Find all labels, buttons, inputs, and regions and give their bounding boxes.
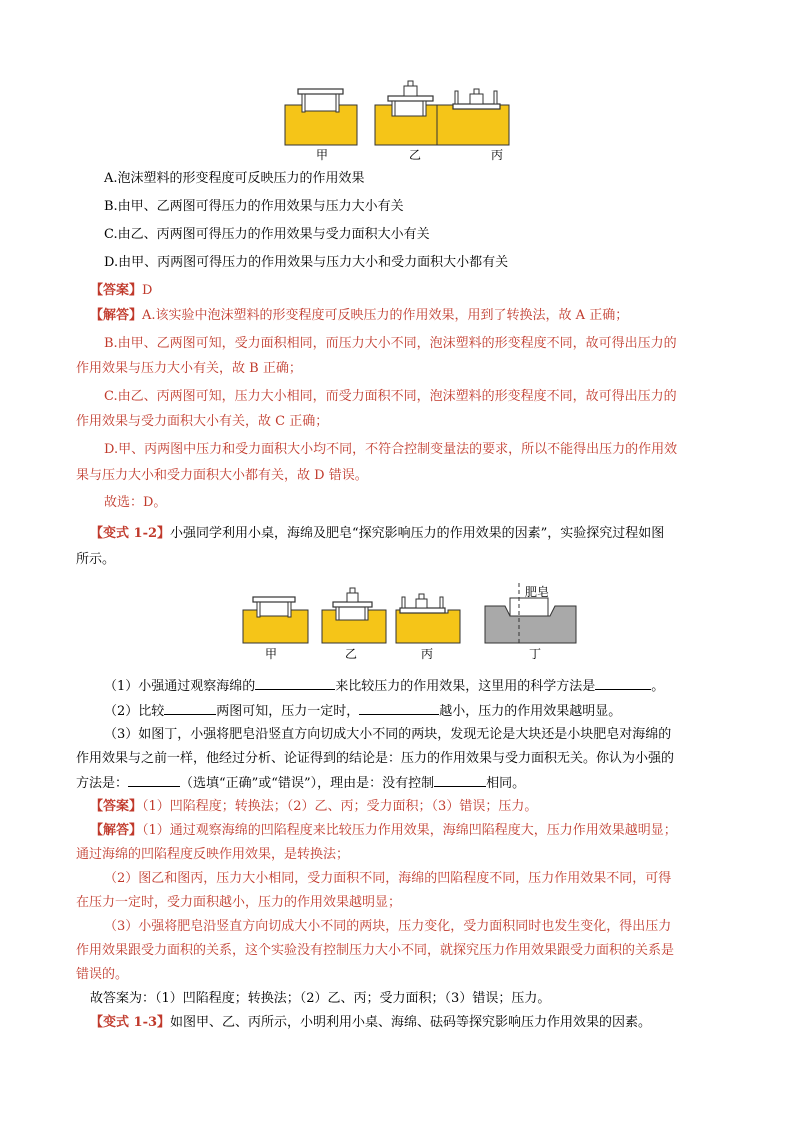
figure-1-label-jia: 甲 — [316, 148, 329, 162]
solution-1-line-7: 果与压力大小和受力面积大小都有关，故 D 错误。 — [76, 468, 368, 483]
question-1-2-tag: 【变式 1-2】 — [90, 526, 171, 541]
sub-question-1-part-a: （1）小强通过观察海绵的 — [104, 679, 256, 694]
solution-1-line-2: B.由甲、乙两图可知，受力面积相同，而压力大小不同，泡沫塑料的形变程度不同，故可得出压力的 — [104, 336, 677, 351]
solution-2-line-5: （3）小强将肥皂沿竖直方向切成大小不同的两块，压力变化，受力面积同时也发生变化，得出压力 — [104, 919, 672, 934]
answer-1 — [90, 282, 152, 300]
solution-1-line-4: C.由乙、丙两图可知，压力大小相同，而受力面积不同，泡沫塑料的形变程度不同，故可得出压力的 — [104, 389, 677, 404]
option-b: B.由甲、乙两图可得压力的作用效果与压力大小有关 — [104, 199, 404, 214]
answer-2-text: （1）凹陷程度；转换法；（2）乙、丙；受力面积；（3）错误；压力。 — [142, 799, 538, 814]
answer-1-tag: 【答案】 — [90, 283, 143, 298]
solution-2-line-3: （2）图乙和图丙，压力大小相同，受力面积不同，海绵的凹陷程度不同，压力作用效果不同，可得 — [104, 871, 672, 886]
blank-2 — [595, 677, 651, 690]
figure-2-label-jia: 甲 — [265, 647, 278, 661]
sub-question-2-part-b: 两图可知，压力一定时， — [216, 704, 360, 719]
solution-1-line-1 — [90, 307, 628, 325]
sponge-jia — [285, 89, 357, 145]
sub-question-3-part-c: 相同。 — [486, 776, 526, 791]
sponge-yi — [375, 81, 447, 145]
figure-2-sponge-bing — [396, 594, 460, 643]
figure-2-label-bing: 丙 — [421, 647, 434, 661]
blank-3 — [164, 702, 216, 715]
sub-question-3-line-1: （3）如图丁，小强将肥皂沿竖直方向切成大小不同的两块，发现无论是大块还是小块肥皂对海绵的 — [104, 727, 672, 742]
question-1-3-text: 如图甲、乙、丙所示，小明利用小桌、海绵、砝码等探究影响压力作用效果的因素。 — [170, 1015, 652, 1030]
blank-1 — [255, 677, 335, 690]
option-d: D.由甲、丙两图可得压力的作用效果与压力大小和受力面积大小都有关 — [104, 255, 509, 270]
solution-2-line-1-text: （1）通过观察海绵的凹陷程度来比较压力作用效果，海绵凹陷程度大，压力作用效果越明显； — [142, 823, 677, 838]
question-1-2-line-2: 所示。 — [76, 552, 116, 567]
question-1-3-tag: 【变式 1-3】 — [90, 1015, 171, 1030]
solution-2-line-7: 错误的。 — [76, 967, 129, 982]
figure-2-label-ding: 丁 — [529, 647, 542, 661]
sub-question-2-part-a: （2）比较 — [104, 704, 165, 719]
option-c: C.由乙、丙两图可得压力的作用效果与受力面积大小有关 — [104, 227, 430, 242]
answer-1-text: D — [142, 283, 153, 298]
sub-question-3-line-2: 作用效果与之前一样，他经过分析、论证得到的结论是：压力的作用效果与受力面积无关。你认为小强的 — [76, 751, 675, 766]
solution-1-line-6: D.甲、丙两图中压力和受力面积大小均不同，不符合控制变量法的要求，所以不能得出压力的作用效 — [104, 442, 678, 457]
figure-2-soap-label: 肥皂 — [525, 585, 550, 599]
sponge-bing — [437, 89, 509, 145]
sub-question-1 — [104, 677, 664, 696]
solution-2-line-8: 故答案为：（1）凹陷程度；转换法；（2）乙、丙；受力面积；（3）错误；压力。 — [90, 991, 551, 1006]
sub-question-3-line-3 — [76, 774, 525, 793]
solution-1-line-5: 作用效果与受力面积大小有关，故 C 正确； — [76, 414, 329, 429]
sub-question-2-part-c: 越小，压力的作用效果越明显。 — [439, 704, 622, 719]
sub-question-1-part-c: 。 — [651, 679, 665, 694]
question-1-3 — [90, 1014, 651, 1032]
sub-question-3-part-b: （选填“正确”或“错误”），理由是：没有控制 — [180, 776, 435, 791]
blank-4 — [359, 702, 439, 715]
blank-6 — [434, 774, 486, 787]
solution-2-line-4: 在压力一定时，受力面积越小，压力的作用效果越明显； — [76, 895, 402, 910]
solution-1-tag: 【解答】 — [90, 308, 143, 323]
answer-2-tag: 【答案】 — [90, 799, 143, 814]
figure-1-label-bing: 丙 — [491, 148, 504, 162]
figure-2-label-yi: 乙 — [345, 647, 358, 661]
figure-2-sponge-yi — [322, 588, 386, 643]
sub-question-1-part-b: 来比较压力的作用效果，这里用的科学方法是 — [335, 679, 596, 694]
sub-question-3-part-a: 方法是： — [76, 776, 129, 791]
solution-2-line-6: 作用效果跟受力面积的关系，这个实验没有控制压力大小不同，就探究压力作用效果跟受力面积的关系是 — [76, 943, 675, 958]
solution-2-tag: 【解答】 — [90, 823, 143, 838]
sub-question-2 — [104, 702, 621, 721]
question-1-2-line-1 — [90, 525, 664, 543]
solution-1-line-8: 故选：D。 — [104, 495, 167, 510]
solution-1-line-1-text: A.该实验中泡沫塑料的形变程度可反映压力的作用效果，用到了转换法，故 A 正确； — [142, 308, 629, 323]
figure-1-label-yi: 乙 — [409, 148, 422, 162]
solution-2-line-1 — [90, 822, 677, 840]
figure-2-sponge-jia — [243, 597, 308, 643]
question-1-2-line-1-text: 小强同学利用小桌，海绵及肥皂“探究影响压力的作用效果的因素”，实验探究过程如图 — [170, 526, 665, 541]
option-a: A.泡沫塑料的形变程度可反映压力的作用效果 — [104, 171, 365, 186]
blank-5 — [128, 774, 180, 787]
answer-2 — [90, 798, 537, 816]
solution-2-line-2: 通过海绵的凹陷程度反映作用效果，是转换法； — [76, 847, 350, 862]
solution-1-line-3: 作用效果与压力大小有关，故 B 正确； — [76, 361, 302, 376]
